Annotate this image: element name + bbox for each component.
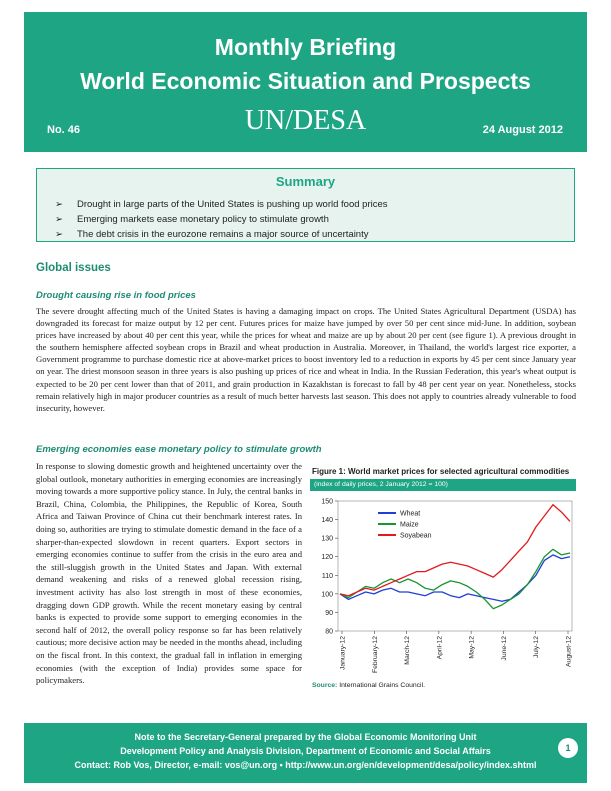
summary-item-text: Drought in large parts of the United States is pushing up world food prices <box>77 199 388 210</box>
footer-note: Note to the Secretary-General prepared by the Global Economic Monitoring Unit <box>134 732 477 742</box>
y-tick-label: 110 <box>321 572 333 580</box>
x-tick-label: January-12 <box>339 636 347 671</box>
legend-label-wheat: Wheat <box>400 510 421 518</box>
y-tick-label: 130 <box>321 535 333 543</box>
source-label: Source: <box>312 682 338 689</box>
paragraph-drought: The severe drought affecting much of the United States is having a damaging impact on crops. The United States Agricultural Department (USDA) has downgraded its forecast for maize output by 12 per cent. Futures prices for maize have jumped by over 50 per cent since mid-June. In addition, soybean prices have increased by about 40 per cent this year, while the prices for wheat and maize are up by about 20 per cent (see figure 1). A previous drought in the southern hemisphere affected soybean crops in Brazil and wheat production in Australia. Moreover, in Thailand, the world's largest rice exporter, a Government programme to purchase domestic rice at above-market prices to boost inventory led to a reduction in exports by 45 per cent since January year on year. The driest monsoon season in three years is also pushing up prices of rice and wheat in India. In the Russian Federation, this year's wheat output is expected to be 20 per cent lower than that of 2011, and grain production in Kazakhstan is forecast to fall by 48 per cent year on year. Nonetheless, stocks remain relatively high in major producer countries as a result of much better harvests last season. This does not apply to countries already vulnerable to food insecurity, however. <box>36 306 576 413</box>
summary-item <box>55 197 388 212</box>
y-tick-label: 140 <box>321 517 333 525</box>
x-tick-label: February-12 <box>371 636 379 674</box>
summary-item-text: The debt crisis in the eurozone remains a major source of uncertainty <box>77 229 369 240</box>
y-tick-label: 150 <box>321 498 333 506</box>
arrow-bullet-icon: ➢ <box>55 199 63 210</box>
footer-banner <box>24 723 587 783</box>
section-title: Global issues <box>36 262 111 274</box>
legend-label-soyabean: Soyabean <box>400 532 432 540</box>
summary-item <box>55 212 388 227</box>
x-tick-label: July-12 <box>533 636 541 658</box>
title-line-2: World Economic Situation and Prospects <box>80 68 531 94</box>
summary-box <box>36 168 575 242</box>
y-tick-label: 80 <box>325 628 333 636</box>
x-tick-label: April-12 <box>436 636 444 660</box>
arrow-bullet-icon: ➢ <box>55 229 63 240</box>
subheading-drought: Drought causing rise in food prices <box>36 290 196 301</box>
x-tick-label: May-12 <box>468 636 476 659</box>
summary-list <box>55 197 388 242</box>
figure-source <box>312 682 425 689</box>
source-text: International Grains Council. <box>339 682 425 689</box>
organization-logo-text: UN/DESA <box>244 105 367 136</box>
issue-date: 24 August 2012 <box>482 124 563 136</box>
title-line-1: Monthly Briefing <box>214 34 397 60</box>
summary-title: Summary <box>275 174 336 189</box>
y-tick-label: 120 <box>321 554 333 562</box>
summary-item-text: Emerging markets ease monetary policy to stimulate growth <box>77 214 329 225</box>
plot-area <box>338 501 572 631</box>
x-tick-label: June-12 <box>500 636 508 661</box>
summary-item <box>55 227 388 242</box>
footer-division: Development Policy and Analysis Division, Department of Economic and Social Affairs <box>120 746 491 756</box>
footer-contact: Contact: Rob Vos, Director, e-mail: vos@un.org • http://www.un.org/en/development/desa/policy/index.shtml <box>74 760 537 770</box>
figure-subtitle: (index of daily prices, 2 January 2012 = 100) <box>310 479 576 491</box>
page-number: 1 <box>558 738 578 758</box>
x-tick-label: August-12 <box>565 636 573 667</box>
y-tick-label: 100 <box>321 591 333 599</box>
header-banner <box>24 12 587 152</box>
subheading-monetary-policy: Emerging economies ease monetary policy to stimulate growth <box>36 444 322 455</box>
legend-label-maize: Maize <box>400 521 419 529</box>
figure-title: Figure 1: World market prices for selected agricultural commodities <box>312 467 570 476</box>
x-tick-label: March-12 <box>404 636 412 665</box>
paragraph-monetary-policy: In response to slowing domestic growth and heightened uncertainty over the global outlook, monetary authorities in emerging economies are increasingly moving towards a more supportive policy stance. In July, the central banks in Brazil, China, Colombia, the Philippines, the Republic of Korea, South Africa and Taiwan Province of China cut their benchmark interest rates. In doing so, authorities are trying to stimulate domestic demand in the face of a sharper-than-expected slowdown in recent quarters. Export sectors in emerging economies continue to suffer from the crisis in the euro area and the still-sluggish growth in the United States and Japan. With external demand weakening and risks of a renewed global recession rising, investment activity has also lost strength in most of these economies, dragging down GDP growth. While the recent monetary easing by central banks is expected to provide some support to emerging economies in the second half of 2012, the overall policy response so far has been relatively cautious; more decisive action may be needed in the months ahead, including on the fiscal front. In this context, the gradual fall in inflation in emerging economies (with the exception of India) provides some space for policymakers. <box>36 461 302 686</box>
arrow-bullet-icon: ➢ <box>55 214 63 225</box>
y-tick-label: 90 <box>325 609 333 617</box>
commodity-price-chart <box>310 491 576 681</box>
issue-number: No. 46 <box>47 124 81 136</box>
